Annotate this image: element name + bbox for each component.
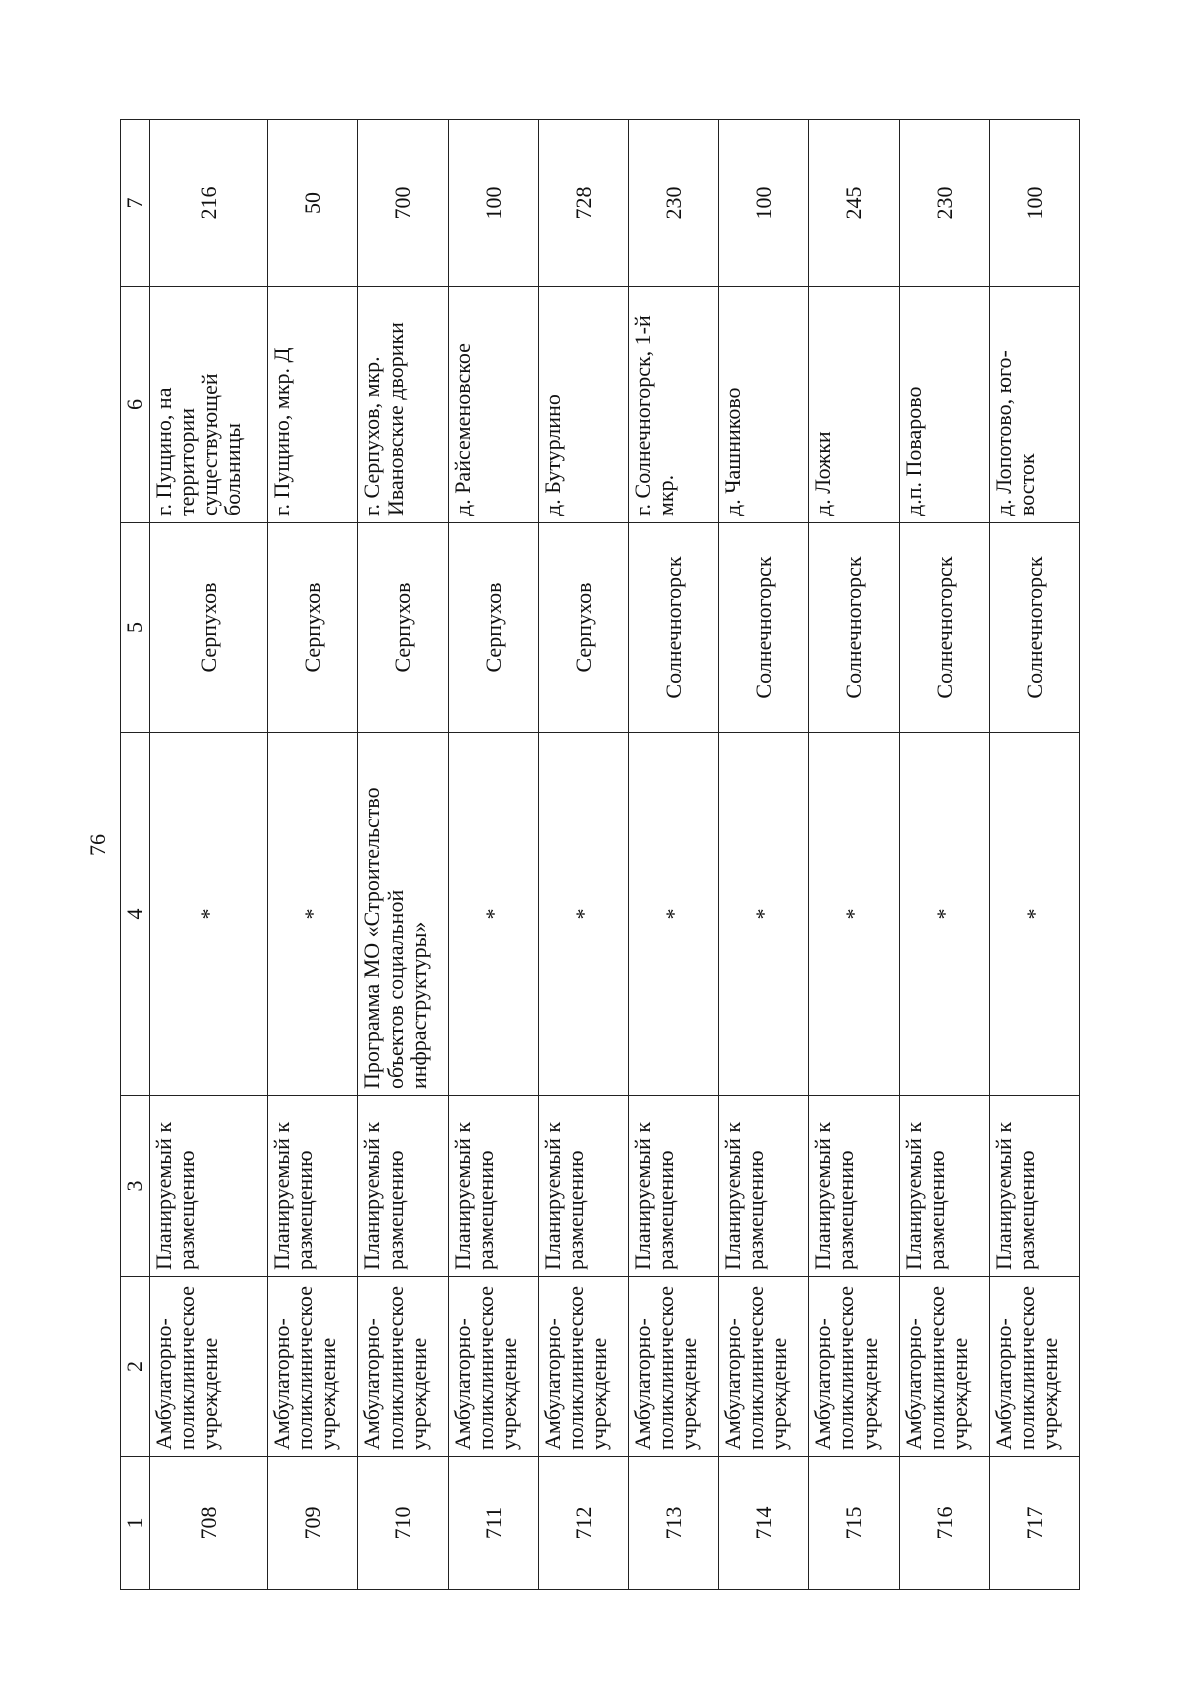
table-row bbox=[719, 120, 809, 1590]
program-cell: * bbox=[448, 733, 538, 1096]
facility-status: Планируемый к размещению bbox=[989, 1096, 1079, 1277]
table-row bbox=[358, 120, 448, 1590]
table-row bbox=[448, 120, 538, 1590]
facility-type: Амбулаторно-поликлиническое учреждение bbox=[150, 1277, 268, 1457]
capacity-cell: 100 bbox=[448, 120, 538, 287]
table-row bbox=[809, 120, 899, 1590]
location-cell: д. Ложки bbox=[809, 287, 899, 523]
facility-status: Планируемый к размещению bbox=[538, 1096, 628, 1277]
row-number: 711 bbox=[448, 1457, 538, 1590]
location-cell: г. Серпухов, мкр. Ивановские дворики bbox=[358, 287, 448, 523]
facility-type: Амбулаторно-поликлиническое учреждение bbox=[989, 1277, 1079, 1457]
facility-type: Амбулаторно-поликлиническое учреждение bbox=[538, 1277, 628, 1457]
facility-status: Планируемый к размещению bbox=[268, 1096, 358, 1277]
facilities-table bbox=[120, 119, 1080, 1590]
program-cell: * bbox=[538, 733, 628, 1096]
row-number: 710 bbox=[358, 1457, 448, 1590]
program-cell: * bbox=[628, 733, 718, 1096]
facility-status: Планируемый к размещению bbox=[448, 1096, 538, 1277]
facility-type: Амбулаторно-поликлиническое учреждение bbox=[719, 1277, 809, 1457]
page-number: 76 bbox=[85, 834, 110, 856]
row-number: 716 bbox=[899, 1457, 989, 1590]
col-header-3: 3 bbox=[121, 1096, 150, 1277]
facility-type: Амбулаторно-поликлиническое учреждение bbox=[358, 1277, 448, 1457]
location-cell: д. Бутурлино bbox=[538, 287, 628, 523]
row-number: 717 bbox=[989, 1457, 1079, 1590]
location-cell: г. Пущино, на территории существующей больницы bbox=[150, 287, 268, 523]
capacity-cell: 245 bbox=[809, 120, 899, 287]
col-header-7: 7 bbox=[121, 120, 150, 287]
city-cell: Солнечногорск bbox=[899, 523, 989, 733]
location-cell: д.п. Поварово bbox=[899, 287, 989, 523]
row-number: 714 bbox=[719, 1457, 809, 1590]
facility-status: Планируемый к размещению bbox=[809, 1096, 899, 1277]
col-header-6: 6 bbox=[121, 287, 150, 523]
program-cell: * bbox=[809, 733, 899, 1096]
location-cell: д. Чашниково bbox=[719, 287, 809, 523]
header-row bbox=[121, 120, 150, 1590]
city-cell: Серпухов bbox=[448, 523, 538, 733]
city-cell: Серпухов bbox=[358, 523, 448, 733]
facility-status: Планируемый к размещению bbox=[358, 1096, 448, 1277]
table-row bbox=[899, 120, 989, 1590]
facility-type: Амбулаторно-поликлиническое учреждение bbox=[268, 1277, 358, 1457]
city-cell: Серпухов bbox=[268, 523, 358, 733]
location-cell: г. Пущино, мкр. Д bbox=[268, 287, 358, 523]
capacity-cell: 100 bbox=[989, 120, 1079, 287]
row-number: 713 bbox=[628, 1457, 718, 1590]
location-cell: д. Лопотово, юго-восток bbox=[989, 287, 1079, 523]
capacity-cell: 230 bbox=[899, 120, 989, 287]
table-row bbox=[538, 120, 628, 1590]
location-cell: д. Райсеменовское bbox=[448, 287, 538, 523]
facility-status: Планируемый к размещению bbox=[150, 1096, 268, 1277]
row-number: 708 bbox=[150, 1457, 268, 1590]
program-cell: * bbox=[989, 733, 1079, 1096]
facility-status: Планируемый к размещению bbox=[899, 1096, 989, 1277]
facility-type: Амбулаторно-поликлиническое учреждение bbox=[899, 1277, 989, 1457]
program-cell: * bbox=[150, 733, 268, 1096]
capacity-cell: 50 bbox=[268, 120, 358, 287]
row-number: 709 bbox=[268, 1457, 358, 1590]
facility-type: Амбулаторно-поликлиническое учреждение bbox=[448, 1277, 538, 1457]
program-cell: * bbox=[899, 733, 989, 1096]
col-header-2: 2 bbox=[121, 1277, 150, 1457]
city-cell: Солнечногорск bbox=[989, 523, 1079, 733]
program-cell: * bbox=[268, 733, 358, 1096]
table-row bbox=[150, 120, 268, 1590]
program-cell: Программа МО «Строительство объектов социальной инфраструктуры» bbox=[358, 733, 448, 1096]
capacity-cell: 230 bbox=[628, 120, 718, 287]
city-cell: Солнечногорск bbox=[628, 523, 718, 733]
table-row bbox=[628, 120, 718, 1590]
row-number: 712 bbox=[538, 1457, 628, 1590]
col-header-5: 5 bbox=[121, 523, 150, 733]
capacity-cell: 728 bbox=[538, 120, 628, 287]
facility-type: Амбулаторно-поликлиническое учреждение bbox=[628, 1277, 718, 1457]
program-cell: * bbox=[719, 733, 809, 1096]
location-cell: г. Солнечногорск, 1-й мкр. bbox=[628, 287, 718, 523]
city-cell: Солнечногорск bbox=[809, 523, 899, 733]
col-header-1: 1 bbox=[121, 1457, 150, 1590]
rotated-table-wrapper bbox=[120, 120, 1080, 1590]
table-row bbox=[268, 120, 358, 1590]
capacity-cell: 100 bbox=[719, 120, 809, 287]
row-number: 715 bbox=[809, 1457, 899, 1590]
table-row bbox=[989, 120, 1079, 1590]
capacity-cell: 700 bbox=[358, 120, 448, 287]
city-cell: Серпухов bbox=[150, 523, 268, 733]
city-cell: Солнечногорск bbox=[719, 523, 809, 733]
col-header-4: 4 bbox=[121, 733, 150, 1096]
facility-type: Амбулаторно-поликлиническое учреждение bbox=[809, 1277, 899, 1457]
city-cell: Серпухов bbox=[538, 523, 628, 733]
facility-status: Планируемый к размещению bbox=[719, 1096, 809, 1277]
capacity-cell: 216 bbox=[150, 120, 268, 287]
facility-status: Планируемый к размещению bbox=[628, 1096, 718, 1277]
